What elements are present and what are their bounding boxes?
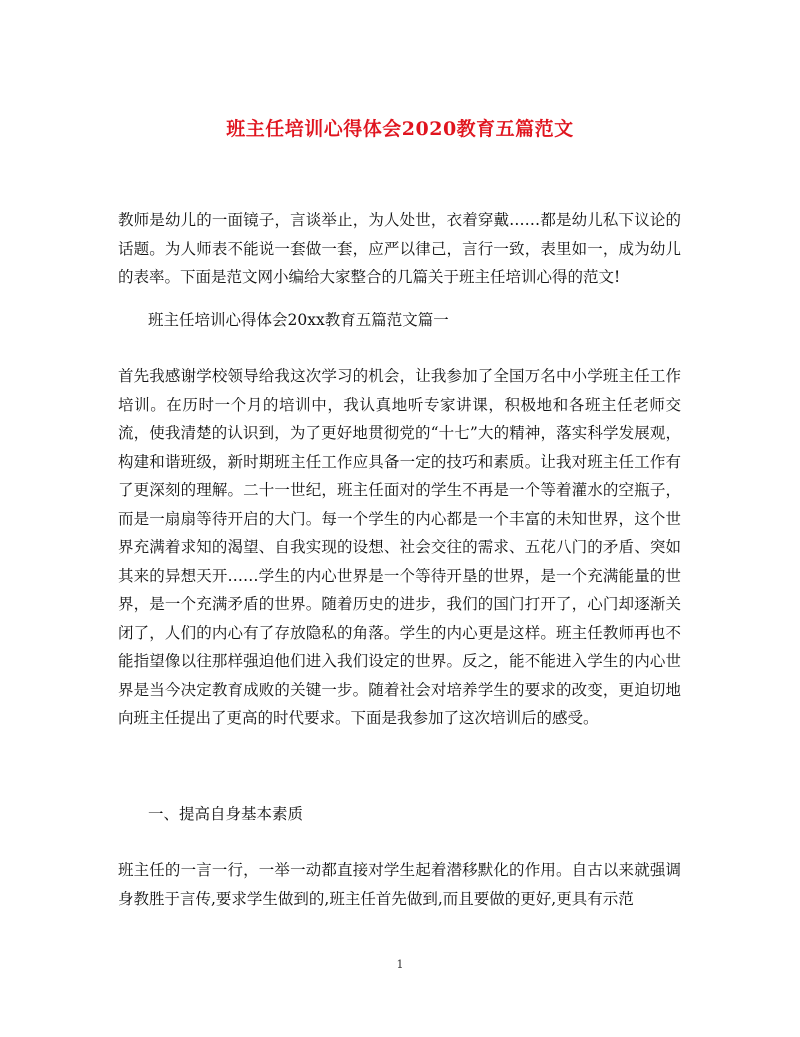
document-title: 班主任培训心得体会2020教育五篇范文	[226, 118, 574, 140]
subheading: 一、提高自身基本素质	[148, 805, 304, 823]
body-paragraph: 首先我感谢学校领导给我这次学习的机会，让我参加了全国万名中小学班主任工作培训。在历时一个月的培训中，我认真地听专家讲课，积极地和各班主任老师交流，使我清楚的认识到，为了更好地贯彻党的“十七”大的精神，落实科学发展观，构建和谐班级，新时期班主任工作应具备一定的技巧和素质。让我对班主任工作有了更深刻的理解。二十一世纪，班主任面对的学生不再是一个等着灌水的空瓶子，而是一扇扇等待开启的大门。每一个学生的内心都是一个丰富的未知世界，这个世界充满着求知的渴望、自我实现的设想、社会交往的需求、五花八门的矛盾、突如其来的异想天开……学生的内心世界是一个等待开垦的世界，是一个充满能量的世界，是一个充满矛盾的世界。随着历史的进步，我们的国门打开了，心门却逐渐关闭了，人们的内心有了存放隐私的角落。学生的内心更是这样。班主任教师再也不能指望像以往那样强迫他们进入我们设定的世界。反之，能不能进入学生的内心世界是当今决定教育成败的关键一步。随着社会对培养学生的要求的改变，更迫切地向班主任提出了更高的时代要求。下面是我参加了这次培训后的感受。	[118, 367, 681, 727]
intro-paragraph: 教师是幼儿的一面镜子，言谈举止，为人处世，衣着穿戴……都是幼儿私下议论的话题。为人师表不能说一套做一套，应严以律己，言行一致，表里如一，成为幼儿的表率。下面是范文网小编给大家整合的几篇关于班主任培训心得的范文!	[118, 211, 681, 286]
page-number: 1	[396, 958, 404, 971]
section-heading: 班主任培训心得体会20xx教育五篇范文篇一	[148, 311, 449, 329]
last-paragraph: 班主任的一言一行，一举一动都直接对学生起着潜移默化的作用。自古以来就强调身教胜于言传,要求学生做到的,班主任首先做到,而且要做的更好,更具有示范	[118, 861, 681, 908]
